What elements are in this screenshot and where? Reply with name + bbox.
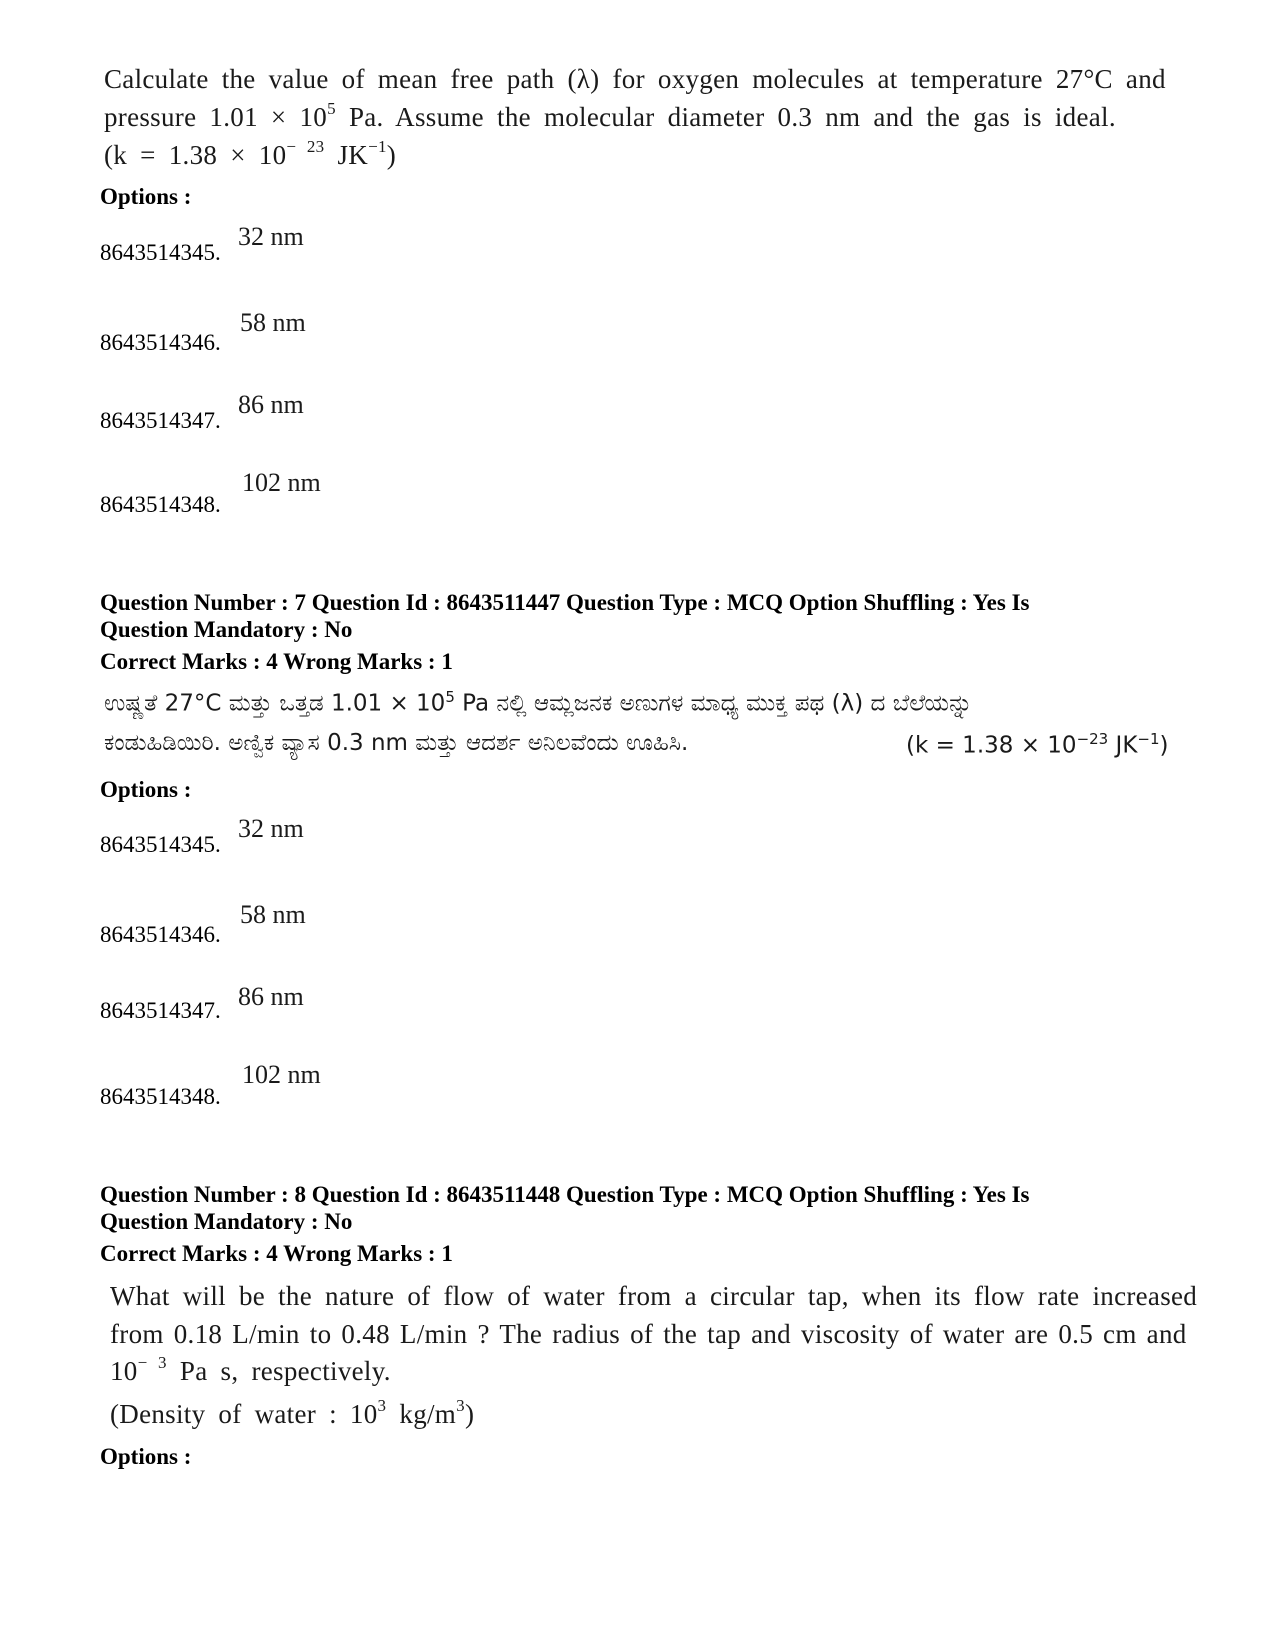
question-text: What will be the nature of flow of water from a circular tap, when its flow rate increased (110, 1281, 1198, 1311)
option-number: 8643514347. (100, 998, 221, 1023)
option-number: 8643514345. (100, 832, 221, 857)
kannada-question-line-1 (104, 688, 972, 717)
superscript: −23 (1076, 730, 1109, 748)
text-fragment: kg/m (386, 1399, 457, 1429)
kannada-question-constant (906, 730, 1169, 759)
question-header-line-1: Question Number : 7 Question Id : 8643511447 Question Type : MCQ Option Shuffling : Yes Is (100, 590, 1030, 615)
question-header-line-2: Question Mandatory : No (100, 1209, 353, 1234)
question-text: Calculate the value of mean free path (λ) for oxygen molecules at temperature 27°C and (104, 64, 1166, 94)
question-text-line-3 (104, 137, 397, 171)
text-fragment: Pa ನಲ್ಲಿ ಆಮ್ಲಜನಕ ಅಣುಗಳ ಮಾಧ್ಯ ಮುಕ್ತ ಪಥ (λ) ದ ಬೆಲೆಯನ್ನು (454, 690, 973, 717)
kannada-question-line-2 (104, 730, 688, 756)
text-fragment: Pa s, respectively. (166, 1356, 391, 1386)
question-text-line-2 (110, 1319, 1187, 1350)
option-value[interactable]: 32 nm (238, 814, 304, 843)
text-fragment: ಕಂಡುಹಿಡಿಯಿರಿ. ಅಣ್ವಿಕ ವ್ಯಾಸ 0.3 nm ಮತ್ತು ಆದರ್ಶ ಅನಿಲವೆಂದು ಊಹಿಸಿ. (104, 730, 689, 756)
option-value[interactable]: 102 nm (242, 1060, 321, 1089)
option-number: 8643514346. (100, 922, 221, 947)
superscript: −1 (368, 137, 387, 156)
text-fragment: JK (324, 140, 369, 170)
superscript: 5 (327, 99, 336, 118)
question-text-line-1 (110, 1281, 1197, 1312)
superscript: 3 (377, 1396, 387, 1415)
question-header-line-2: Question Mandatory : No (100, 617, 353, 642)
option-number: 8643514347. (100, 408, 221, 433)
question-text-line-1 (104, 64, 1166, 95)
option-value[interactable]: 58 nm (240, 900, 306, 929)
question-header-line-1: Question Number : 8 Question Id : 8643511448 Question Type : MCQ Option Shuffling : Yes Is (100, 1182, 1030, 1207)
question-text-line-2 (104, 99, 1116, 133)
question-text: from 0.18 L/min to 0.48 L/min ? The radius of the tap and viscosity of water are 0.5 cm and (110, 1319, 1187, 1349)
superscript: 3 (456, 1396, 465, 1415)
text-fragment: ) (1159, 732, 1169, 759)
text-fragment: (k = 1.38 × 10 (104, 140, 287, 170)
text-fragment: ಉಷ್ಣತೆ 27°C ಮತ್ತು ಒತ್ತಡ 1.01 × 10 (104, 690, 446, 717)
text-fragment: Pa. Assume the molecular diameter 0.3 nm and the gas is ideal. (335, 102, 1116, 132)
option-value[interactable]: 32 nm (238, 222, 304, 251)
superscript: 5 (445, 688, 455, 706)
text-fragment: JK (1108, 732, 1138, 759)
options-label: Options : (100, 777, 192, 802)
text-fragment: ) (464, 1399, 475, 1429)
text-fragment: (k = 1.38 × 10 (906, 732, 1077, 759)
superscript: − 3 (137, 1353, 167, 1372)
text-fragment: ) (386, 140, 397, 170)
option-number: 8643514345. (100, 240, 221, 265)
text-fragment: pressure 1.01 × 10 (104, 102, 328, 132)
marks-line: Correct Marks : 4 Wrong Marks : 1 (100, 1241, 453, 1266)
options-label: Options : (100, 184, 192, 209)
options-label: Options : (100, 1444, 192, 1469)
text-fragment: (Density of water : 10 (110, 1399, 378, 1429)
question-text-line-4 (110, 1396, 475, 1430)
option-value[interactable]: 86 nm (238, 982, 304, 1011)
option-value[interactable]: 102 nm (242, 468, 321, 497)
marks-line: Correct Marks : 4 Wrong Marks : 1 (100, 649, 453, 674)
option-number: 8643514346. (100, 330, 221, 355)
text-fragment: 10 (110, 1356, 138, 1386)
option-number: 8643514348. (100, 492, 221, 517)
option-value[interactable]: 86 nm (238, 390, 304, 419)
question-text-line-3 (110, 1353, 391, 1387)
superscript: − 23 (286, 137, 325, 156)
option-number: 8643514348. (100, 1084, 221, 1109)
superscript: −1 (1137, 730, 1160, 748)
option-value[interactable]: 58 nm (240, 308, 306, 337)
